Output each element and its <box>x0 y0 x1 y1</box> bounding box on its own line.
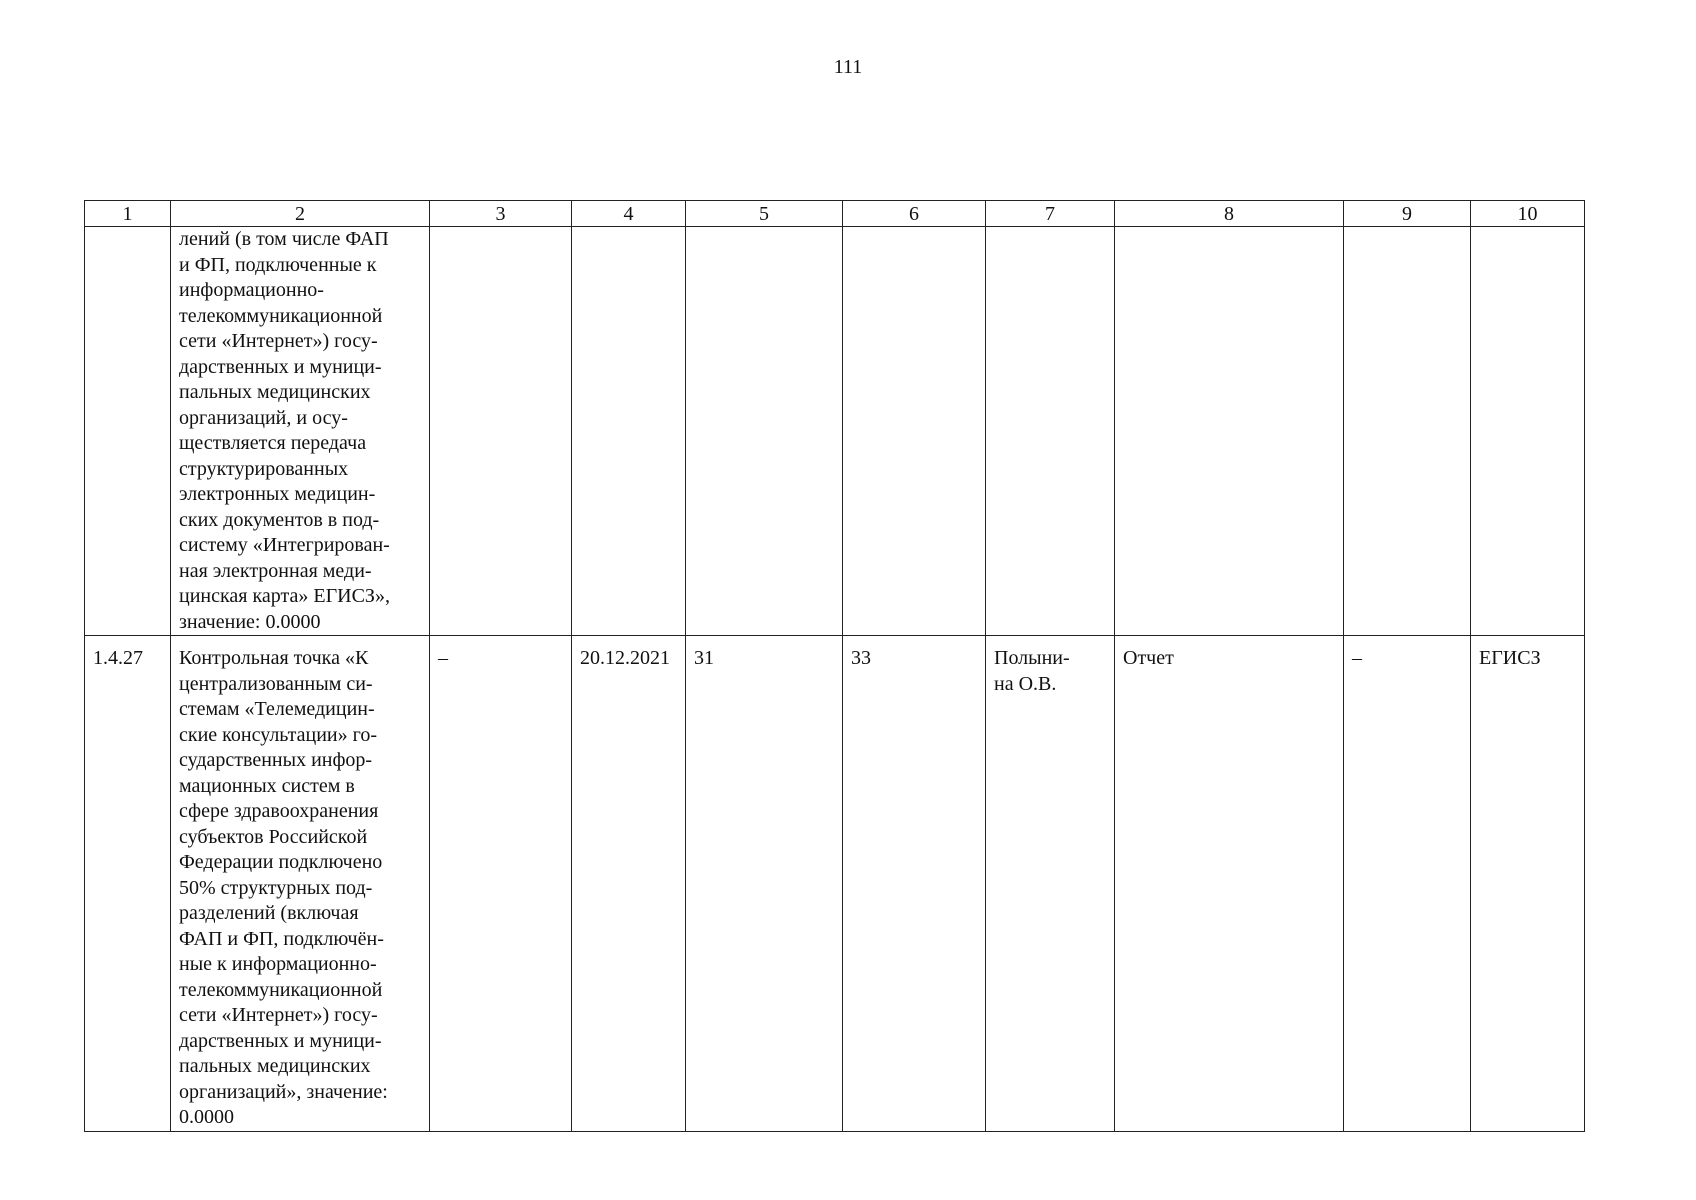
text-line: пальных медицинских <box>179 381 371 403</box>
cell-col-5 <box>686 227 843 636</box>
text-line: дарственных и муници- <box>179 1029 382 1052</box>
col-header-4: 4 <box>572 201 686 227</box>
cell-result <box>1115 636 1344 1132</box>
plan-table <box>84 200 1585 1132</box>
text-line: систему «Интегрирован- <box>179 534 390 556</box>
col-header-8: 8 <box>1115 201 1344 227</box>
text-line: сети «Интернет») госу- <box>179 330 378 352</box>
text-line: структурированных <box>179 457 349 480</box>
text-line: мационных систем в <box>179 774 355 797</box>
text-line: Полыни- <box>994 647 1070 669</box>
text-line: организаций, и осу- <box>179 406 348 429</box>
col-header-10: 10 <box>1471 201 1585 227</box>
text-line: 0.0000 <box>179 1106 234 1128</box>
text-line: цинская карта» ЕГИСЗ», <box>179 585 390 607</box>
text-line: сударственных инфор- <box>179 749 373 771</box>
text-line: ФАП и ФП, подключён- <box>179 927 384 950</box>
cell-date <box>572 636 686 1132</box>
col-header-2: 2 <box>171 201 430 227</box>
col-header-1: 1 <box>85 201 171 227</box>
cell-responsible <box>986 636 1115 1132</box>
text-line: информационно- <box>179 279 324 301</box>
cell-text: – <box>1352 647 1362 669</box>
cell-number <box>85 227 171 636</box>
cell-result <box>1115 227 1344 636</box>
cell-text: ЕГИСЗ <box>1479 647 1541 669</box>
cell-system <box>1471 636 1585 1132</box>
table-row <box>85 227 1585 636</box>
text-line: электронных медицин- <box>179 483 376 505</box>
cell-col-5 <box>686 636 843 1132</box>
description-text <box>171 636 429 1131</box>
cell-system <box>1471 227 1585 636</box>
text-line: Федерации подключено <box>179 851 383 873</box>
cell-col-3 <box>430 227 572 636</box>
col-header-9: 9 <box>1344 201 1471 227</box>
cell-col-6 <box>843 227 986 636</box>
table-row <box>85 636 1585 1132</box>
text-line: ные к информационно- <box>179 953 377 975</box>
header-row <box>85 201 1585 227</box>
responsible-text <box>986 636 1114 697</box>
text-line: централизованным си- <box>179 672 373 695</box>
cell-col-9 <box>1344 227 1471 636</box>
cell-text: 33 <box>851 647 871 669</box>
cell-text: Отчет <box>1123 647 1174 669</box>
description-text <box>171 227 429 635</box>
cell-number <box>85 636 171 1132</box>
text-line: ная электронная меди- <box>179 559 372 582</box>
text-line: организаций», значение: <box>179 1080 388 1103</box>
text-line: пальных медицинских <box>179 1055 371 1077</box>
text-line: субъектов Российской <box>179 825 368 848</box>
text-line: Контрольная точка «К <box>179 647 369 669</box>
cell-description <box>171 636 430 1132</box>
cell-text: 31 <box>694 647 714 669</box>
text-line: телекоммуникационной <box>179 304 383 327</box>
text-line: 50% структурных под- <box>179 876 373 899</box>
cell-col-9 <box>1344 636 1471 1132</box>
text-line: разделений (включая <box>179 902 359 924</box>
page-number: 111 <box>833 56 863 78</box>
text-line: значение: 0.0000 <box>179 610 321 633</box>
col-header-3: 3 <box>430 201 572 227</box>
text-line: ских документов в под- <box>179 508 380 531</box>
text-line: дарственных и муници- <box>179 355 382 378</box>
cell-col-3 <box>430 636 572 1132</box>
col-header-7: 7 <box>986 201 1115 227</box>
text-line: сфере здравоохранения <box>179 800 379 822</box>
cell-description <box>171 227 430 636</box>
cell-text: 20.12.2021 <box>580 647 670 669</box>
cell-col-6 <box>843 636 986 1132</box>
col-header-6: 6 <box>843 201 986 227</box>
text-line: телекоммуникационной <box>179 978 383 1001</box>
text-line: лений (в том числе ФАП <box>179 228 389 250</box>
col-header-5: 5 <box>686 201 843 227</box>
cell-text: 1.4.27 <box>93 647 143 669</box>
text-line: сети «Интернет») госу- <box>179 1004 378 1026</box>
cell-text: – <box>438 647 448 669</box>
text-line: стемам «Телемедицин- <box>179 698 375 720</box>
cell-responsible <box>986 227 1115 636</box>
text-line: ществляется передача <box>179 432 367 454</box>
text-line: и ФП, подключенные к <box>179 253 377 276</box>
text-line: на О.В. <box>994 672 1057 695</box>
text-line: ские консультации» го- <box>179 723 377 746</box>
cell-date <box>572 227 686 636</box>
